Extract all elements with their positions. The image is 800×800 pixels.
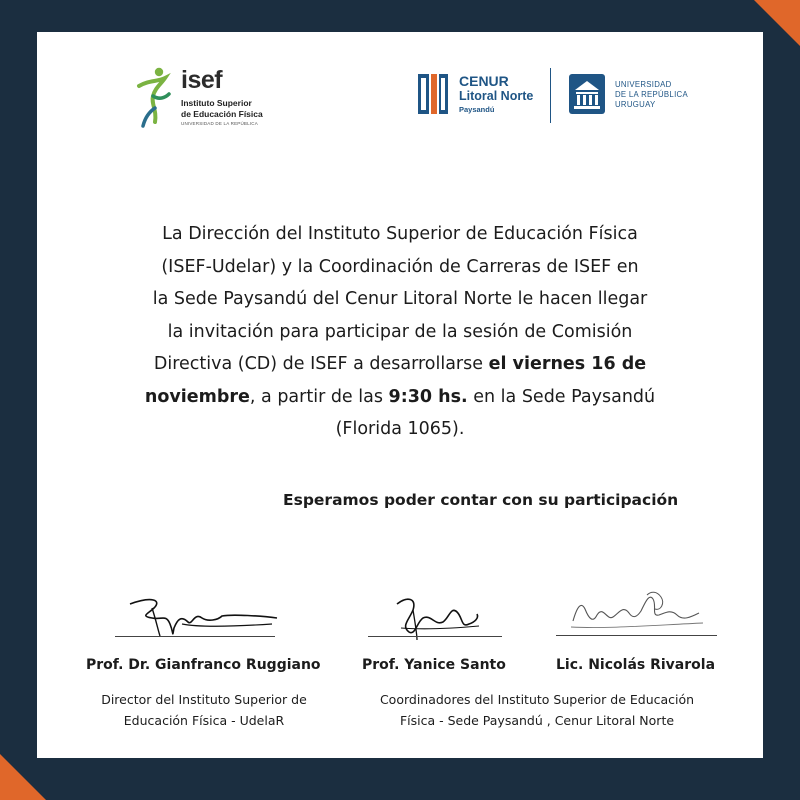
invitation-text: en la Sede Paysandú	[467, 386, 656, 407]
signature-line-santo	[368, 636, 502, 637]
invitation-text: Directiva (CD) de ISEF a desarrollarse	[153, 354, 489, 374]
isef-logo	[135, 62, 265, 132]
cenur-title: CENUR	[459, 73, 509, 89]
isef-subtitle-1: Instituto Superior	[181, 98, 252, 108]
invitation-line: la invitación para participar de la sesión de Comisión	[167, 321, 633, 342]
signature-ruggiano-icon	[122, 594, 282, 638]
signatory-name-santo: Prof. Yanice Santo	[362, 657, 506, 673]
invitation-line: La Dirección del Instituto Superior de Educación Física	[162, 224, 638, 244]
isef-subtitle-2: de Educación Física	[181, 109, 263, 119]
corner-accent-bottom-left	[0, 754, 46, 800]
cenur-udelar-logos	[417, 70, 697, 125]
logo-divider	[550, 68, 551, 123]
role-coordinators-line-2: Física - Sede Paysandú , Cenur Litoral Norte	[399, 713, 675, 728]
role-director-line-1: Director del Instituto Superior de	[101, 692, 307, 707]
isef-wordmark: isef	[181, 66, 223, 94]
udelar-line-2: DE LA REPÚBLICA	[615, 90, 688, 99]
invitation-card	[37, 32, 763, 758]
cenur-subtitle: Litoral Norte	[459, 89, 534, 103]
isef-subtitle-3: UNIVERSIDAD DE LA REPÚBLICA	[181, 121, 258, 126]
event-time-bold: 9:30 hs.	[388, 386, 468, 407]
closing-phrase: Esperamos poder contar con su participación	[283, 491, 679, 509]
role-director-line-2: Educación Física - UdelaR	[123, 713, 285, 728]
event-date-bold: el viernes 16 de	[488, 354, 647, 374]
invitation-line	[87, 348, 713, 381]
invitation-line	[87, 381, 713, 414]
signatory-name-rivarola: Lic. Nicolás Rivarola	[556, 657, 716, 673]
udelar-line-3: URUGUAY	[615, 100, 656, 109]
invitation-line: (Florida 1065).	[335, 419, 465, 439]
role-director	[89, 689, 319, 731]
cenur-location: Paysandú	[459, 105, 495, 114]
signature-rivarola-icon	[567, 587, 707, 637]
invitation-line: la Sede Paysandú del Cenur Litoral Norte le hacen llegar	[152, 289, 648, 309]
cenur-mark-icon	[417, 72, 449, 116]
invitation-text: , a partir de las	[249, 386, 389, 407]
udelar-building-icon	[569, 74, 605, 114]
invitation-paragraph	[87, 218, 713, 446]
isef-figure-icon	[135, 66, 177, 128]
event-month-bold: noviembre	[144, 386, 250, 407]
signature-line-ruggiano	[115, 636, 275, 637]
signature-line-rivarola	[556, 635, 717, 636]
signature-santo-icon	[387, 592, 482, 642]
invitation-line: (ISEF-Udelar) y la Coordinación de Carreras de ISEF en	[161, 256, 639, 277]
role-coordinators	[362, 689, 712, 731]
signatory-name-ruggiano: Prof. Dr. Gianfranco Ruggiano	[86, 657, 321, 673]
role-coordinators-line-1: Coordinadores del Instituto Superior de Educación	[379, 692, 695, 707]
udelar-line-1: UNIVERSIDAD	[615, 80, 672, 89]
